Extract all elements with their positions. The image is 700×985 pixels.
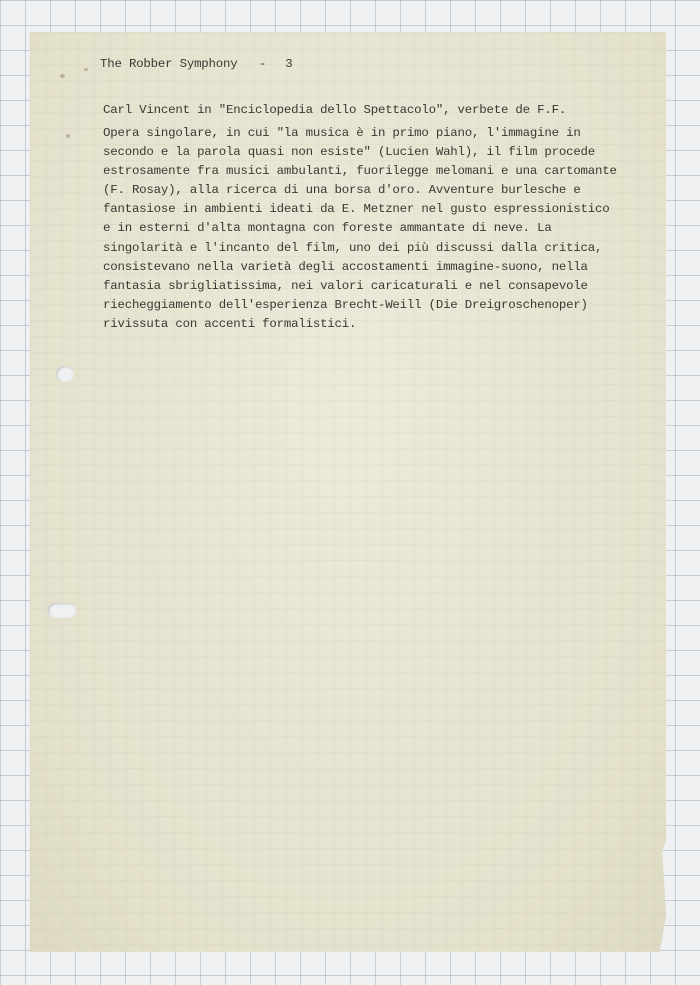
page-header (100, 57, 292, 71)
text-line: consistevano nella varietà degli accostamenti immagine-suono, nella (103, 259, 588, 274)
text-line: singolarità e l'incanto del film, uno dei più discussi dalla critica, (103, 240, 603, 255)
text-line: (F. Rosay), alla ricerca di una borsa d'oro. Avventure burlesche e (103, 183, 581, 198)
page-number: 3 (285, 57, 293, 71)
ink-smudge (84, 68, 88, 71)
text-line: fantasia sbrigliatissima, nei valori caricaturali e nel consapevole (103, 278, 588, 293)
punch-hole (48, 603, 76, 618)
ink-smudge (60, 74, 65, 78)
text-line: e in esterni d'alta montagna con foreste ammantate di neve. La (103, 221, 552, 236)
text-line: estrosamente fra musici ambulanti, fuorilegge melomani e una cartomante (103, 164, 617, 179)
document-title: The Robber Symphony (100, 57, 238, 71)
ink-smudge (66, 134, 70, 138)
header-separator: - (258, 57, 266, 71)
punch-hole (56, 366, 74, 382)
source-reference: Carl Vincent in "Enciclopedia dello Spettacolo", verbete de F.F. (103, 103, 567, 117)
text-line: riecheggiamento dell'esperienza Brecht-Weill (Die Dreigroschenoper) (103, 297, 588, 312)
text-line: fantasiose in ambienti ideati da E. Metzner nel gusto espressionistico (103, 202, 610, 217)
body-paragraph (103, 124, 617, 334)
text-line: rivissuta con accenti formalistici. (103, 316, 357, 331)
text-line: secondo e la parola quasi non esiste" (Lucien Wahl), il film procede (103, 145, 596, 160)
text-line: Opera singolare, in cui "la musica è in primo piano, l'immagine in (103, 126, 581, 140)
